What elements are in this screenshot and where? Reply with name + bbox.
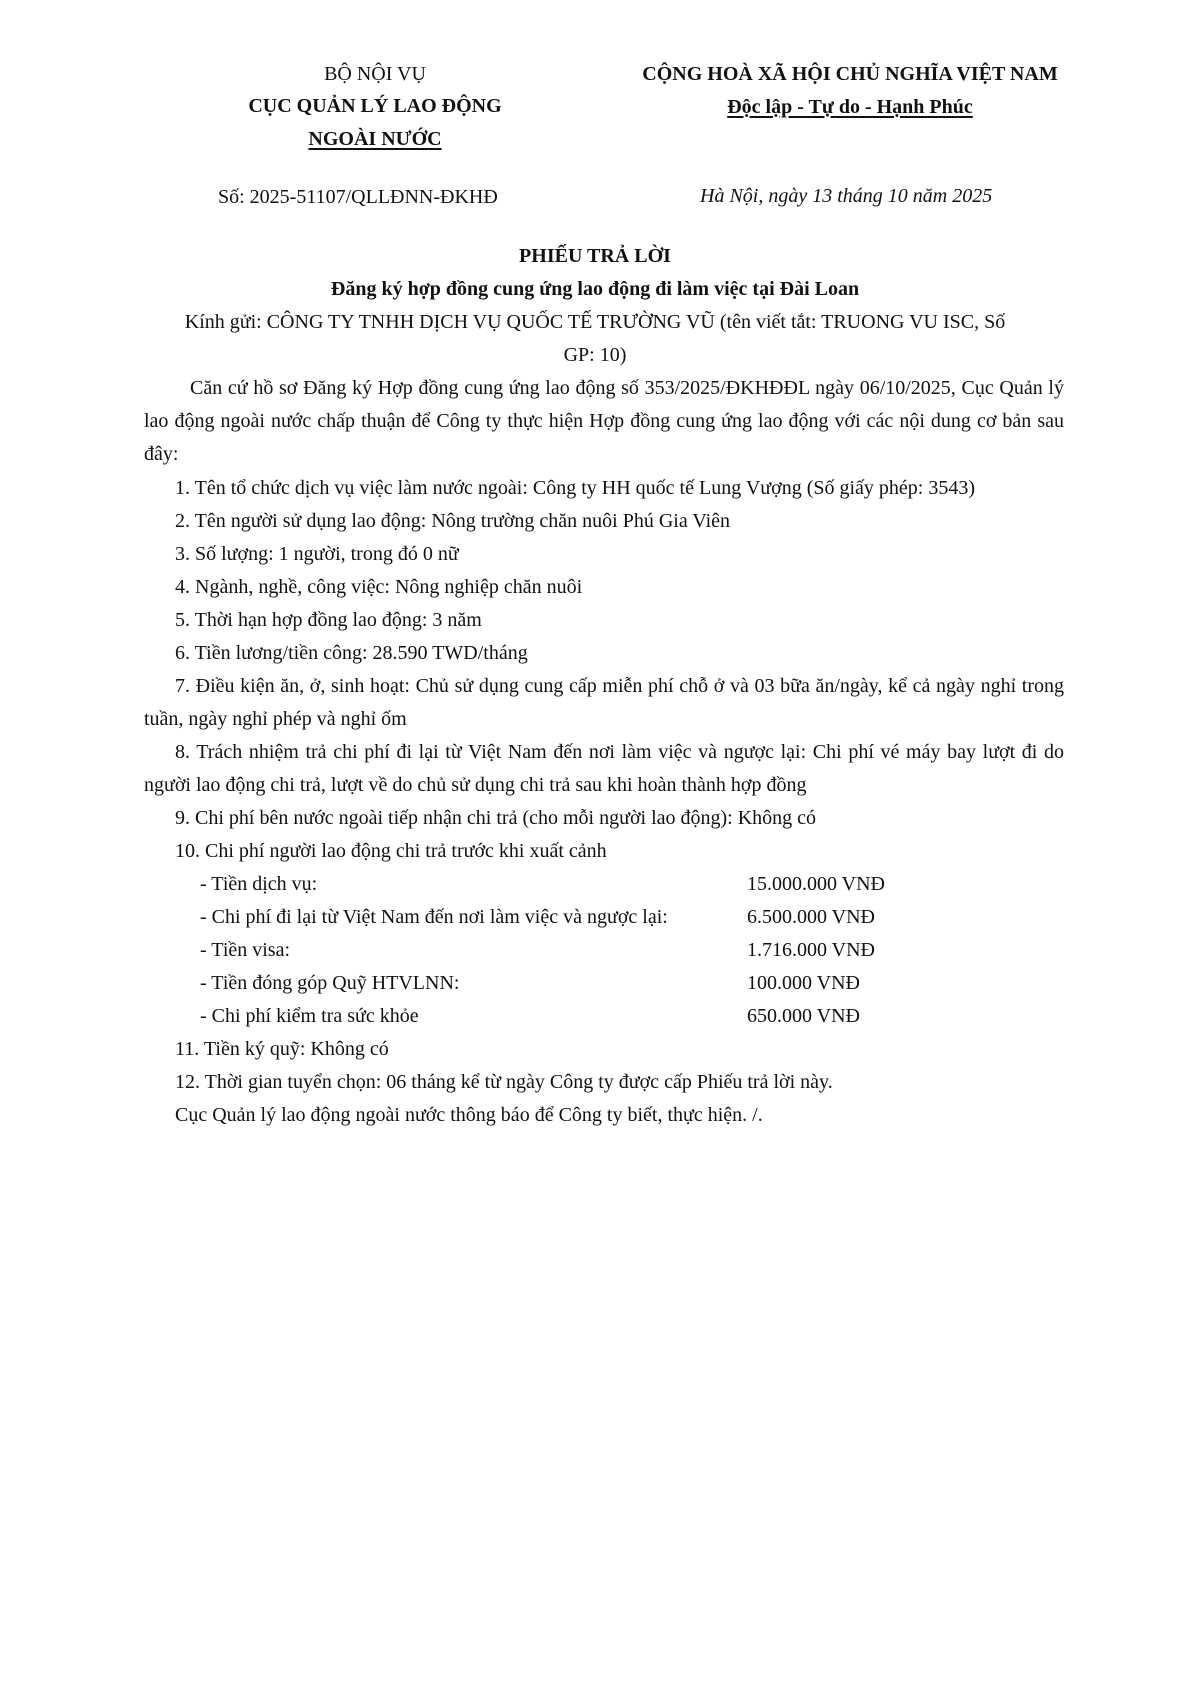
- list-item-5: 5. Thời hạn hợp đồng lao động: 3 năm: [175, 609, 482, 631]
- list-item-8: 8. Trách nhiệm trả chi phí đi lại từ Việt Nam đến nơi làm việc và ngược lại: Chi phí vé máy bay lượt đi do người lao động chi trả, lượt về do chủ sử dụng chi trả sau khi hoàn thành hợp đồng: [144, 741, 1064, 796]
- list-item-3: 3. Số lượng: 1 người, trong đó 0 nữ: [175, 543, 459, 565]
- document-subtitle: Đăng ký hợp đồng cung ứng lao động đi làm việc tại Đài Loan: [330, 278, 860, 300]
- list-item-4: 4. Ngành, nghề, công việc: Nông nghiệp chăn nuôi: [175, 576, 583, 598]
- nation-title: CỘNG HOÀ XÃ HỘI CHỦ NGHĨA VIỆT NAM: [642, 63, 1058, 85]
- fee-label: - Tiền visa:: [200, 939, 291, 961]
- list-item-12: 12. Thời gian tuyển chọn: 06 tháng kể từ ngày Công ty được cấp Phiếu trả lời này.: [175, 1071, 833, 1093]
- list-item-10: 10. Chi phí người lao động chi trả trước khi xuất cảnh: [175, 840, 607, 862]
- closing-statement: Cục Quản lý lao động ngoài nước thông báo để Công ty biết, thực hiện. /.: [175, 1104, 763, 1126]
- list-item-1: 1. Tên tổ chức dịch vụ việc làm nước ngoài: Công ty HH quốc tế Lung Vượng (Số giấy phép: 3543): [175, 477, 976, 499]
- list-item-2: 2. Tên người sử dụng lao động: Nông trường chăn nuôi Phú Gia Viên: [175, 510, 731, 532]
- fee-value: 1.716.000 VNĐ: [747, 939, 875, 961]
- fee-value: 6.500.000 VNĐ: [747, 906, 875, 928]
- department-name-line2: NGOÀI NƯỚC: [308, 128, 442, 150]
- national-motto: Độc lập - Tự do - Hạnh Phúc: [727, 96, 973, 118]
- fee-label: - Tiền đóng góp Quỹ HTVLNN:: [200, 972, 460, 994]
- document-number: Số: 2025-51107/QLLĐNN-ĐKHĐ: [218, 186, 498, 208]
- list-item-11: 11. Tiền ký quỹ: Không có: [175, 1038, 389, 1060]
- intro-paragraph: Căn cứ hồ sơ Đăng ký Hợp đồng cung ứng lao động số 353/2025/ĐKHĐĐL ngày 06/10/2025, Cục Quản lý lao động ngoài nước chấp thuận để Công ty thực hiện Hợp đồng cung ứng lao động với các nội dung cơ bản sau đây:: [144, 377, 1064, 465]
- fee-label: - Chi phí kiểm tra sức khỏe: [200, 1005, 419, 1027]
- list-item-6: 6. Tiền lương/tiền công: 28.590 TWD/tháng: [175, 642, 528, 664]
- place-and-date: Hà Nội, ngày 13 tháng 10 năm 2025: [700, 185, 993, 207]
- ministry-name: BỘ NỘI VỤ: [324, 63, 426, 85]
- fee-value: 650.000 VNĐ: [747, 1005, 860, 1027]
- list-item-7: 7. Điều kiện ăn, ở, sinh hoạt: Chủ sử dụng cung cấp miễn phí chỗ ở và 03 bữa ăn/ngày, kể cả ngày nghỉ trong tuần, ngày nghỉ phép và nghỉ ốm: [144, 675, 1064, 730]
- fee-label: - Chi phí đi lại từ Việt Nam đến nơi làm việc và ngược lại:: [200, 906, 668, 928]
- recipient-line1: Kính gửi: CÔNG TY TNHH DỊCH VỤ QUỐC TẾ TRƯỜNG VŨ (tên viết tắt: TRUONG VU ISC, Số: [184, 311, 1006, 333]
- fee-value: 15.000.000 VNĐ: [747, 873, 885, 895]
- fee-label: - Tiền dịch vụ:: [200, 873, 318, 895]
- document-title: PHIẾU TRẢ LỜI: [519, 245, 671, 267]
- department-name-line1: CỤC QUẢN LÝ LAO ĐỘNG: [248, 95, 502, 117]
- recipient-line2: GP: 10): [563, 344, 627, 366]
- list-item-9: 9. Chi phí bên nước ngoài tiếp nhận chi trả (cho mỗi người lao động): Không có: [175, 807, 817, 829]
- fee-value: 100.000 VNĐ: [747, 972, 860, 994]
